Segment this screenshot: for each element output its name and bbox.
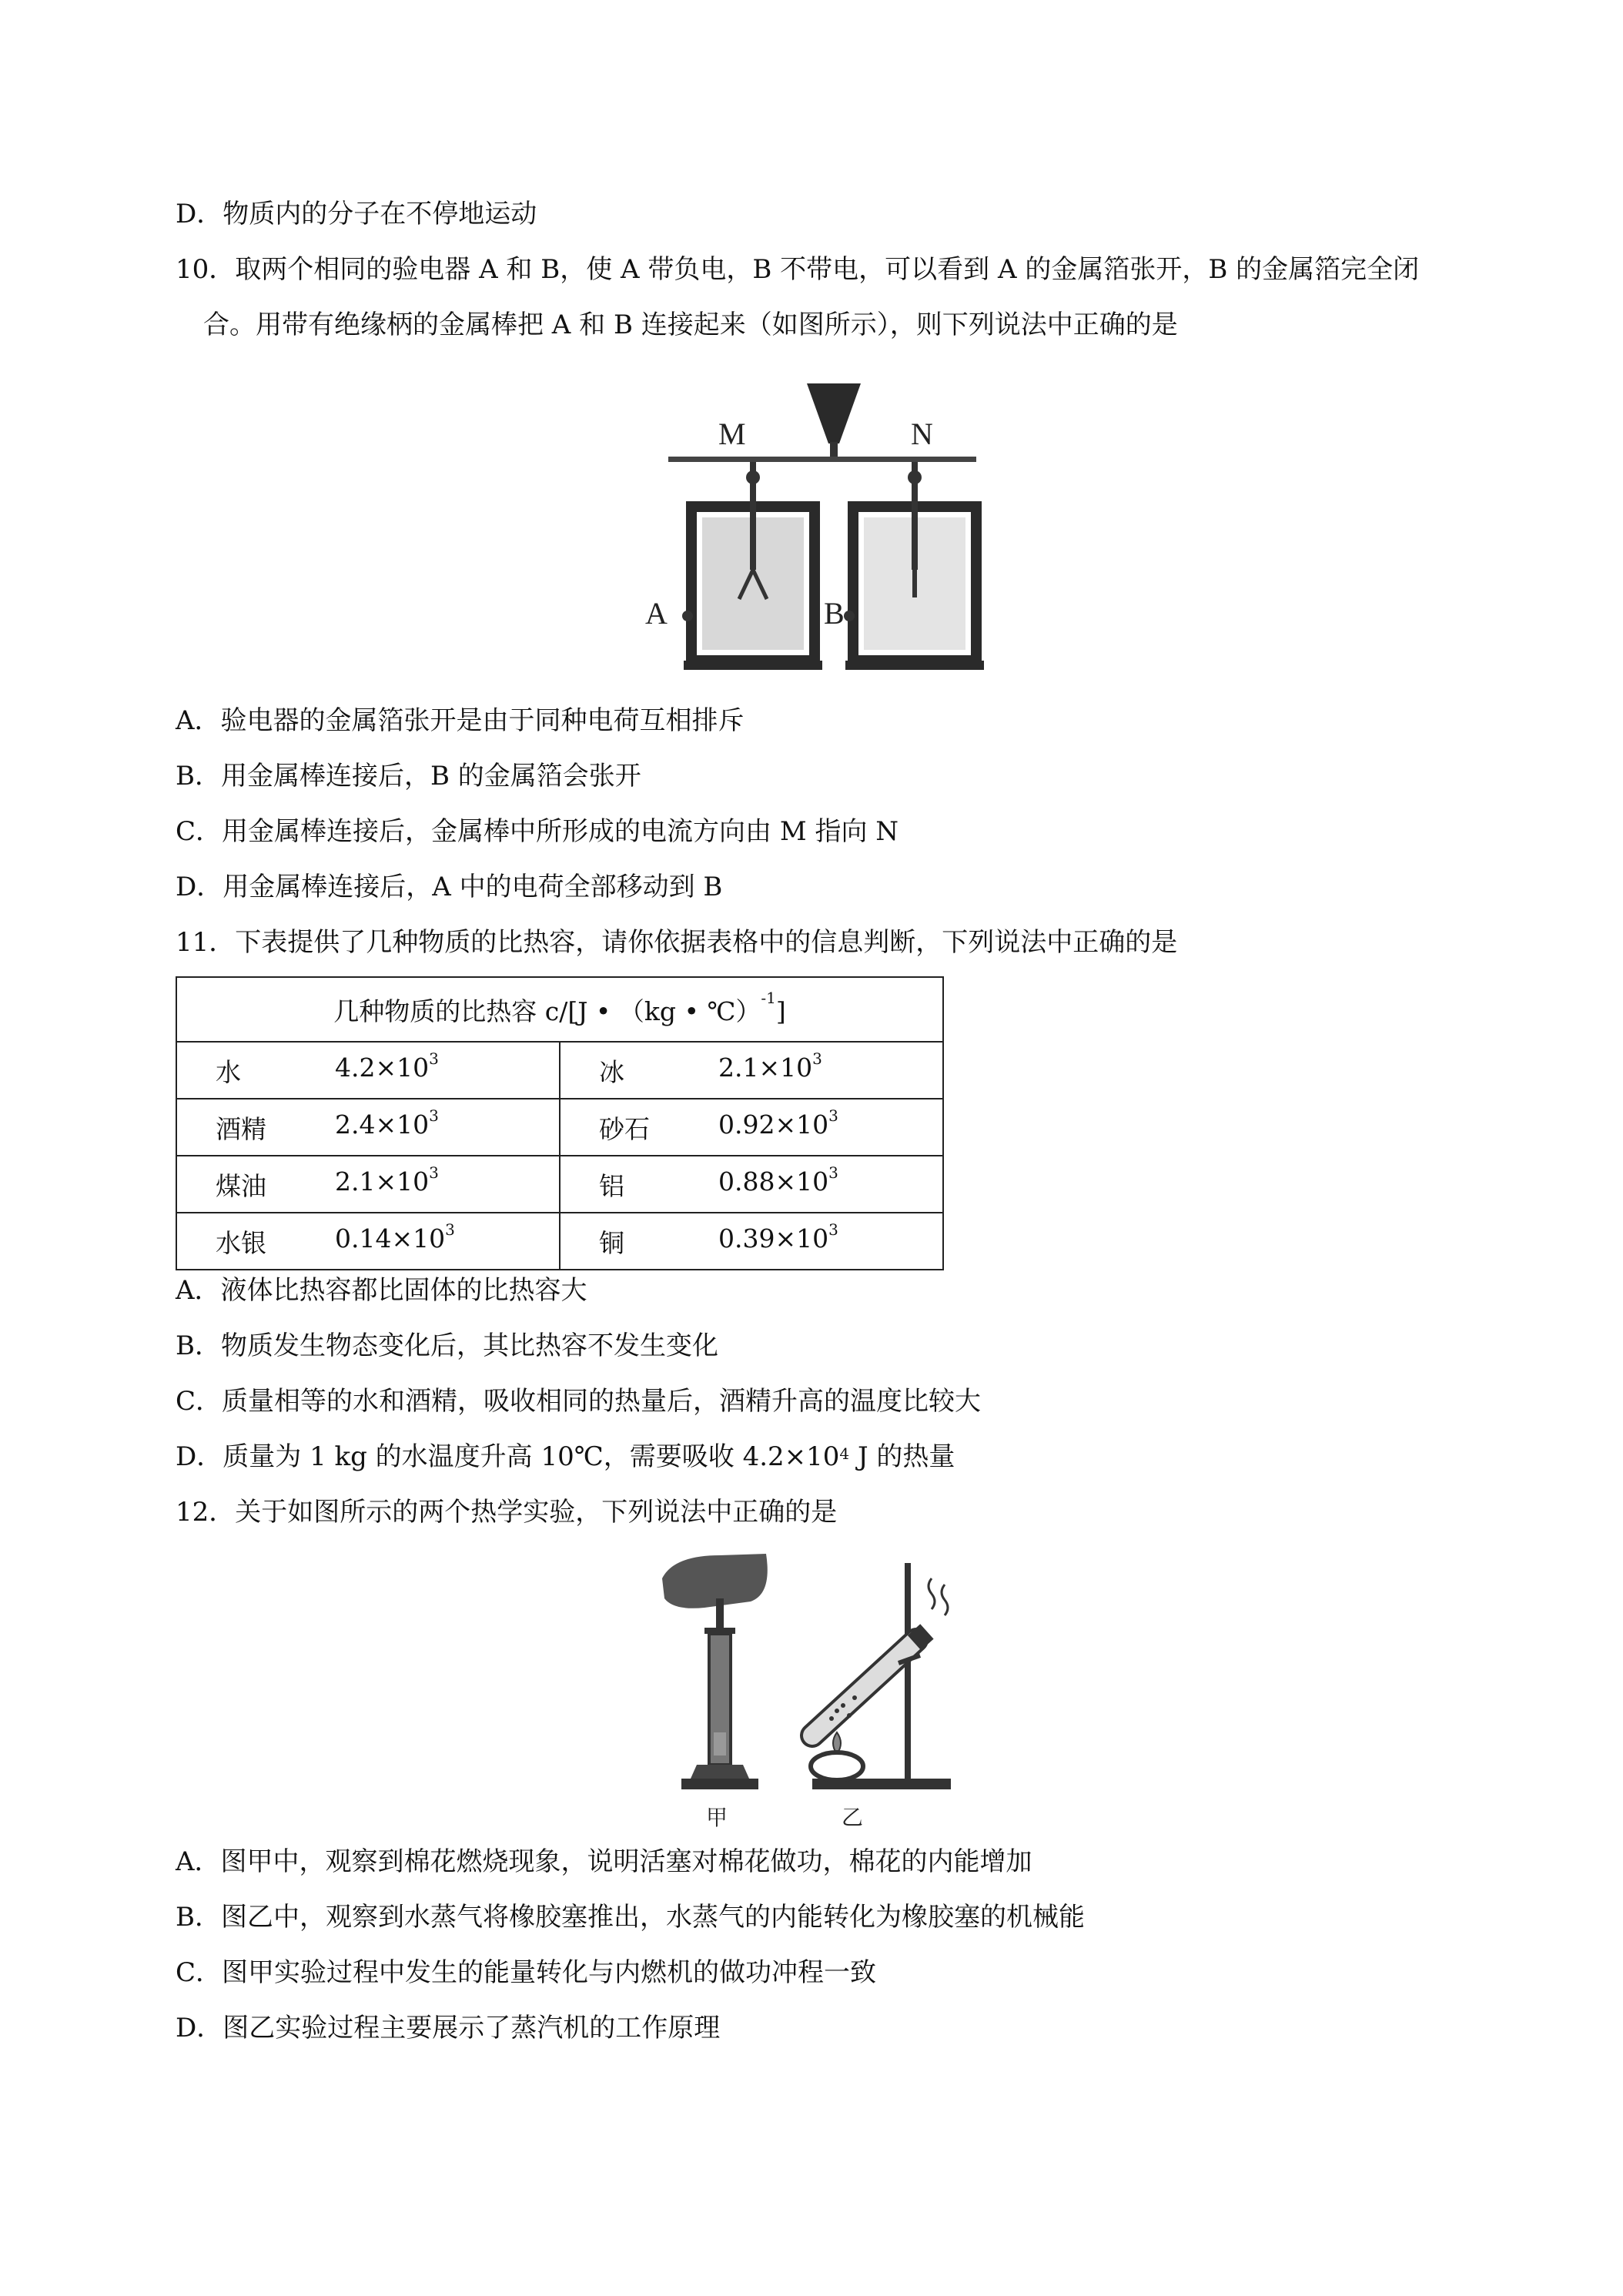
q11-option-c: C．质量相等的水和酒精，吸收相同的热量后，酒精升高的温度比较大 bbox=[176, 1386, 982, 1417]
insulating-handle bbox=[807, 383, 861, 443]
q10-option-c: C．用金属棒连接后，金属棒中所形成的电流方向由 M 指向 N bbox=[176, 816, 899, 847]
alcohol-lamp bbox=[811, 1752, 863, 1780]
q12-stem: 12．关于如图所示的两个热学实验，下列说法中正确的是 bbox=[176, 1497, 838, 1528]
table-row: 煤油 $2.1\times 10^3$ 铝 $0.88\times 10^3$ bbox=[176, 1156, 943, 1213]
fire-syringe-figure bbox=[662, 1554, 768, 1789]
iron-stand bbox=[905, 1563, 911, 1786]
electroscope-figure bbox=[622, 370, 1022, 678]
q10-stem-line1: 10．取两个相同的验电器 A 和 B，使 A 带负电，B 不带电，可以看到 A 的金属箔张开，B 的金属箔完全闭 bbox=[176, 254, 1420, 285]
test-tube-figure bbox=[811, 1563, 951, 1789]
q11-option-a: A．液体比热容都比固体的比热容大 bbox=[176, 1275, 587, 1306]
q12-option-d: D．图乙实验过程主要展示了蒸汽机的工作原理 bbox=[176, 2013, 721, 2043]
label-jia: 甲 bbox=[706, 1805, 728, 1830]
table-row: 水 $4.2\times 10^3$ 冰 $2.1\times 10^3$ bbox=[176, 1042, 943, 1099]
label-b: B bbox=[824, 596, 845, 631]
label-a: A bbox=[645, 596, 668, 631]
electroscope-a bbox=[682, 462, 822, 670]
q10-option-b: B．用金属棒连接后，B 的金属箔会张开 bbox=[176, 761, 641, 792]
electroscope-b bbox=[844, 462, 984, 670]
hand-shape bbox=[662, 1554, 768, 1608]
specific-heat-table bbox=[176, 976, 944, 1270]
table-row: 酒精 $2.4\times 10^3$ 砂石 $0.92\times 10^3$ bbox=[176, 1099, 943, 1156]
label-yi: 乙 bbox=[842, 1805, 864, 1830]
q10-stem-line2: 合。用带有绝缘柄的金属棒把 A 和 B 连接起来（如图所示），则下列说法中正确的是 bbox=[203, 310, 1178, 340]
metal-rod bbox=[668, 457, 976, 462]
label-n: N bbox=[911, 417, 933, 451]
thermal-experiments-figure bbox=[658, 1548, 982, 1832]
q10-option-a: A．验电器的金属箔张开是由于同种电荷互相排斥 bbox=[176, 705, 745, 736]
q12-option-a: A．图甲中，观察到棉花燃烧现象，说明活塞对棉花做功，棉花的内能增加 bbox=[176, 1846, 1032, 1877]
q9-option-d: D．物质内的分子在不停地运动 bbox=[176, 199, 537, 229]
q12-option-c: C．图甲实验过程中发生的能量转化与内燃机的做功冲程一致 bbox=[176, 1957, 877, 1988]
table-caption: 几种物质的比热容 c/[J • （kg • ℃）$^{-1}$] bbox=[176, 977, 943, 1042]
table-row: 水银 $0.14\times 10^3$ 铜 $0.39\times 10^3$ bbox=[176, 1213, 943, 1270]
q10-option-d: D．用金属棒连接后，A 中的电荷全部移动到 B bbox=[176, 872, 723, 902]
q11-option-d: D．质量为 1 kg 的水温度升高 10℃，需要吸收 $4.2\times 10^4$ J 的热量 bbox=[176, 1441, 955, 1472]
q12-option-b: B．图乙中，观察到水蒸气将橡胶塞推出，水蒸气的内能转化为橡胶塞的机械能 bbox=[176, 1902, 1085, 1933]
label-m: M bbox=[718, 417, 746, 451]
q11-option-b: B．物质发生物态变化后，其比热容不发生变化 bbox=[176, 1330, 718, 1361]
q11-stem: 11．下表提供了几种物质的比热容，请你依据表格中的信息判断，下列说法中正确的是 bbox=[176, 927, 1178, 958]
